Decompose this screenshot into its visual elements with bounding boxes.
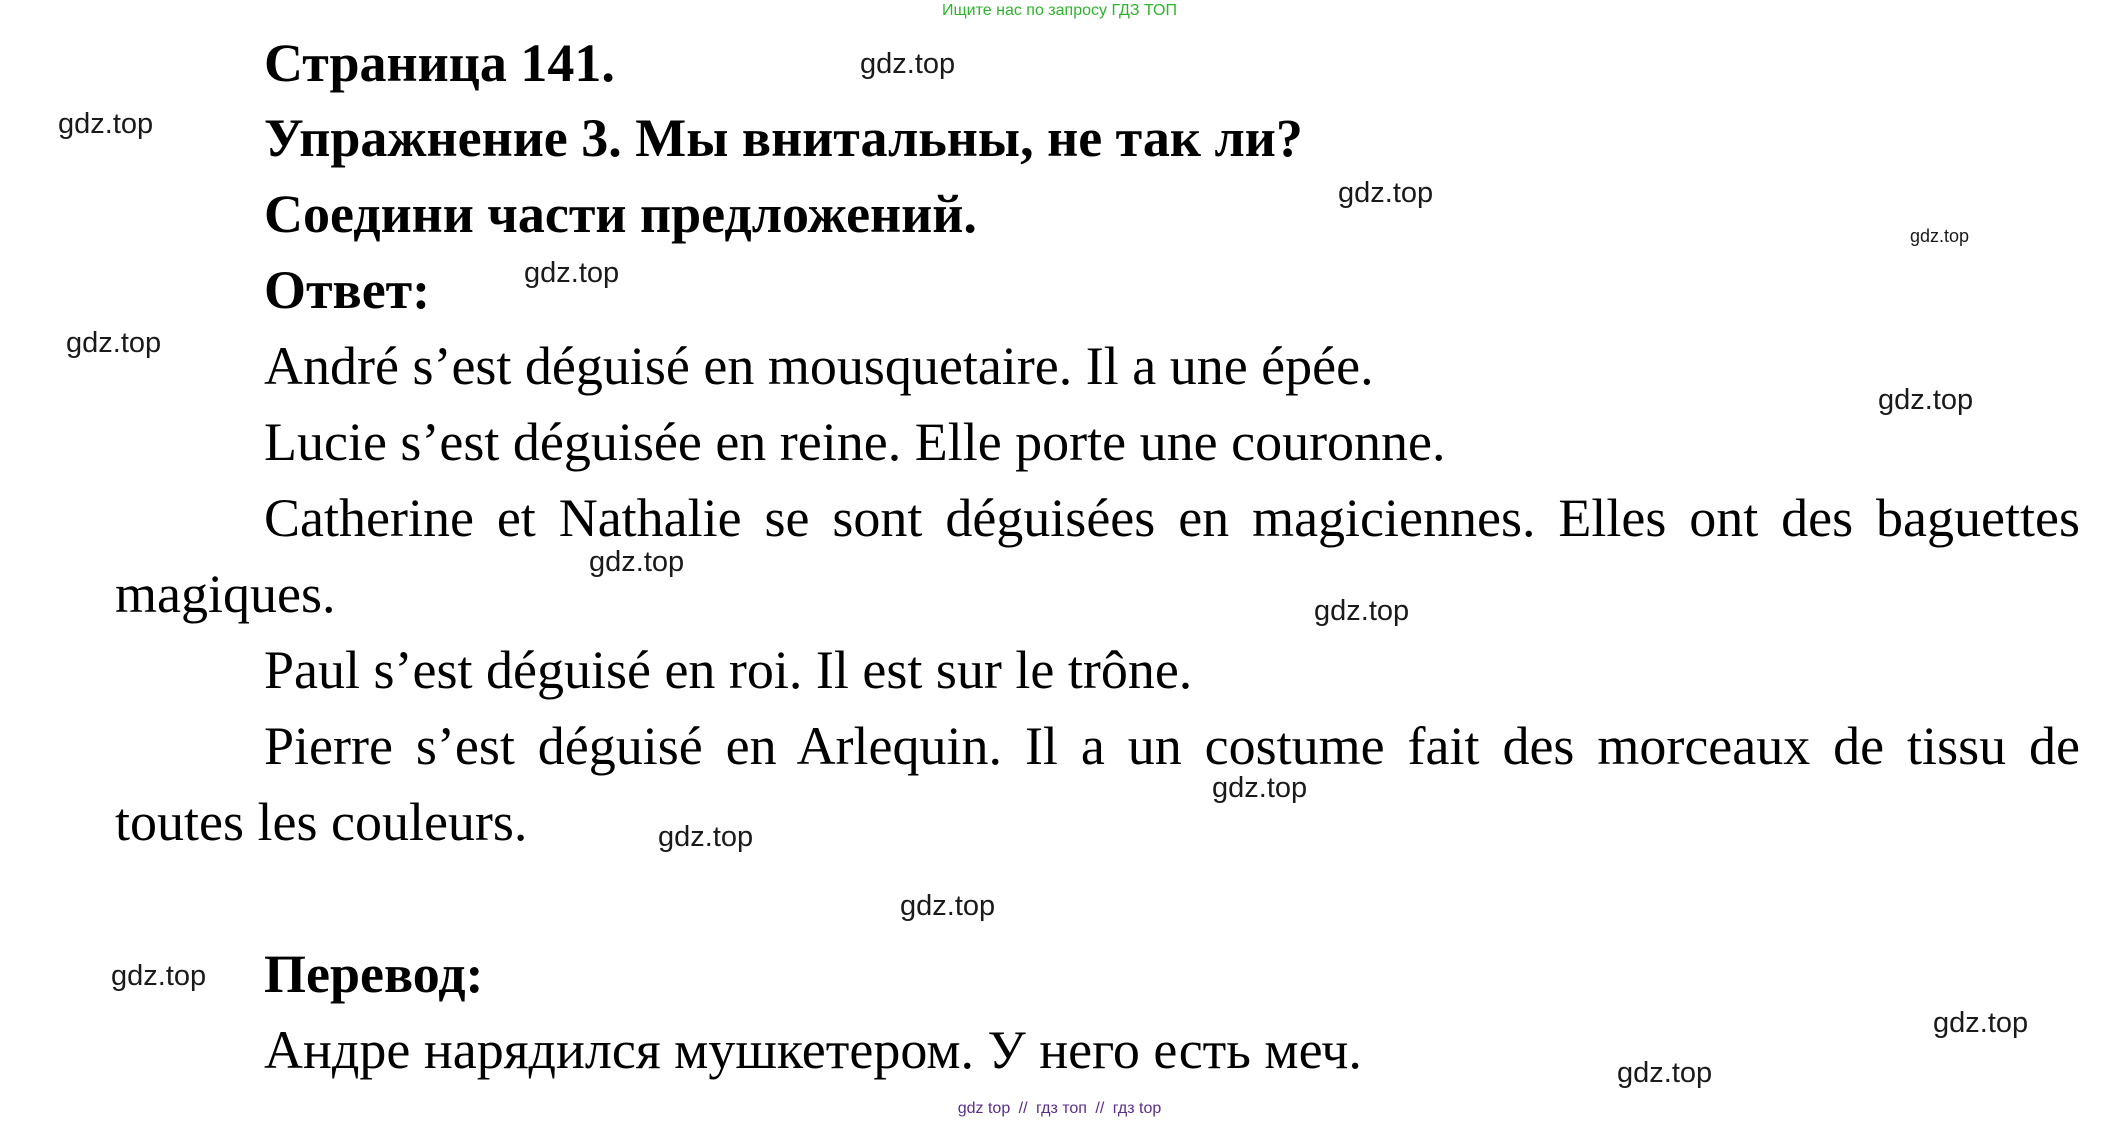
translation-heading: Перевод: bbox=[264, 944, 484, 1004]
translation-line: Андре нарядился мушкетером. У него есть меч. bbox=[264, 1020, 1362, 1080]
watermark-text: gdz.top bbox=[1933, 1007, 2029, 1039]
watermark-text: gdz.top bbox=[66, 327, 162, 359]
watermark-text: gdz.top bbox=[1212, 772, 1308, 804]
answer-heading: Ответ: bbox=[264, 260, 431, 320]
watermark-text: gdz.top bbox=[1338, 177, 1434, 209]
watermark-text: gdz.top bbox=[58, 108, 154, 140]
answer-line: Lucie s’est déguisée en reine. Elle porte une couronne. bbox=[264, 412, 1446, 472]
page-number-heading: Страница 141. bbox=[264, 33, 615, 93]
watermark-text: gdz.top bbox=[1314, 595, 1410, 627]
bottom-banner-separator: // bbox=[1018, 1100, 1028, 1117]
answer-paragraph: Catherine et Nathalie se sont déguisées en magiciennes. Elles ont des baguettes magiques. bbox=[115, 488, 2080, 624]
watermark-text: gdz.top bbox=[1617, 1057, 1713, 1089]
answer-line: Paul s’est déguisé en roi. Il est sur le trône. bbox=[264, 640, 1193, 700]
task-heading: Соедини части предложений. bbox=[264, 184, 977, 244]
watermark-text: gdz.top bbox=[860, 48, 956, 80]
exercise-heading: Упражнение 3. Мы внитальны, не так ли? bbox=[264, 108, 1303, 168]
top-banner: Ищите нас по запросу ГДЗ ТОП bbox=[942, 2, 1177, 19]
bottom-banner-item: гдз top bbox=[1112, 1100, 1162, 1117]
answer-paragraph: Pierre s’est déguisé en Arlequin. Il a un costume fait des morceaux de tissu de toutes les couleurs. bbox=[115, 716, 2080, 852]
bottom-banner-separator: // bbox=[1095, 1100, 1105, 1117]
watermark-text: gdz.top bbox=[1910, 226, 1970, 246]
watermark-text: gdz.top bbox=[658, 821, 754, 853]
bottom-banner-item: гдз топ bbox=[1036, 1100, 1087, 1117]
watermark-text: gdz.top bbox=[524, 257, 620, 289]
bottom-banner bbox=[0, 1100, 2119, 1118]
watermark-text: gdz.top bbox=[900, 890, 996, 922]
watermark-text: gdz.top bbox=[1878, 384, 1974, 416]
answer-line: André s’est déguisé en mousquetaire. Il a une épée. bbox=[264, 336, 1374, 396]
bottom-banner-item: gdz top bbox=[957, 1100, 1011, 1117]
watermark-text: gdz.top bbox=[111, 960, 207, 992]
watermark-text: gdz.top bbox=[589, 546, 685, 578]
